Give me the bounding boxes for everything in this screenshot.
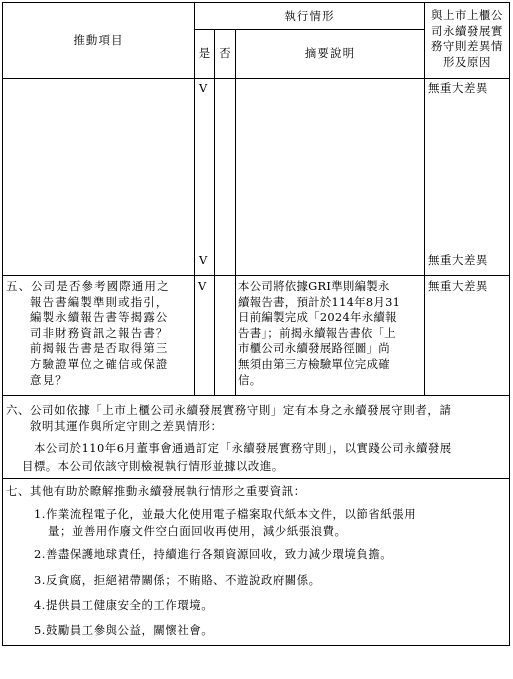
section-seven-item: 2.善盡保護地球責任，持續進行各類資源回收，致力減少環境負擔。 <box>34 547 393 561</box>
check-mark: V <box>199 253 208 267</box>
check-mark: V <box>198 279 207 293</box>
yes-column-header: 是 <box>198 46 211 60</box>
item-five-summary: 本公司將依據GRI準則編製永 續報告書，預計於114年8月31 日前編製完成「2024年永續報 告書」；前揭永續報告書依「上 市櫃公司永續發展路徑圖」尚 無須由第三方檢驗單位完成確 信。 <box>238 279 401 387</box>
difference-value: 無重大差異 <box>428 279 488 293</box>
section-six-title: 六、公司如依據「上市上櫃公司永續發展實務守則」定有本身之永續發展守則者，請 敘明其運作與所定守則之差異情形： <box>6 403 452 433</box>
difference-column-header: 與上市上櫃公 司永續發展實 務守則差異情 形及原因 <box>431 8 503 69</box>
execution-header: 執行情形 <box>284 9 335 23</box>
table-border-bottom <box>2 645 510 646</box>
header-bottom-rule <box>2 78 510 79</box>
table-border-left <box>2 2 3 646</box>
table-border-top <box>2 2 510 3</box>
item-column-header: 推動項目 <box>73 33 124 47</box>
section-seven-item: 1.作業流程電子化，並最大化使用電子檔案取代紙本文件，以節省紙張用 量；並善用作廢文件空白面回收再使用，減少紙張浪費。 <box>34 507 417 538</box>
difference-value: 無重大差異 <box>428 253 488 267</box>
check-mark: V <box>199 81 208 95</box>
row-divider <box>2 275 510 276</box>
header-divider <box>194 29 424 30</box>
column-divider <box>235 29 236 396</box>
row-divider <box>2 478 510 479</box>
section-seven-item: 3.反貪腐，拒絕裙帶關係；不賄賂、不遊說政府關係。 <box>34 573 321 587</box>
difference-value: 無重大差異 <box>428 81 488 95</box>
summary-column-header: 摘要說明 <box>304 46 356 60</box>
section-six-body: 本公司於110年6月董事會通過訂定「永續發展實務守則」，以實踐公司永續發展 目標。本公司依該守則檢視執行情形並據以改進。 <box>22 441 452 473</box>
section-seven-item: 5.鼓勵員工參與公益，關懷社會。 <box>34 623 214 637</box>
row-divider <box>2 395 510 396</box>
item-five-text: 五、公司是否參考國際通用之 報告書編製準則或指引， 編製永續報告書等揭露公 司非財務資訊之報告書？ 前揭報告書是否取得第三 方驗證單位之確信或保證 意見？ <box>6 279 170 387</box>
column-divider <box>194 2 195 396</box>
table-border-right <box>509 2 510 646</box>
section-seven-title: 七、其他有助於瞭解推動永續發展執行情形之重要資訊： <box>6 484 306 498</box>
section-seven-item: 4.提供員工健康安全的工作環境。 <box>34 598 214 612</box>
column-divider <box>214 29 215 396</box>
no-column-header: 否 <box>219 46 231 60</box>
